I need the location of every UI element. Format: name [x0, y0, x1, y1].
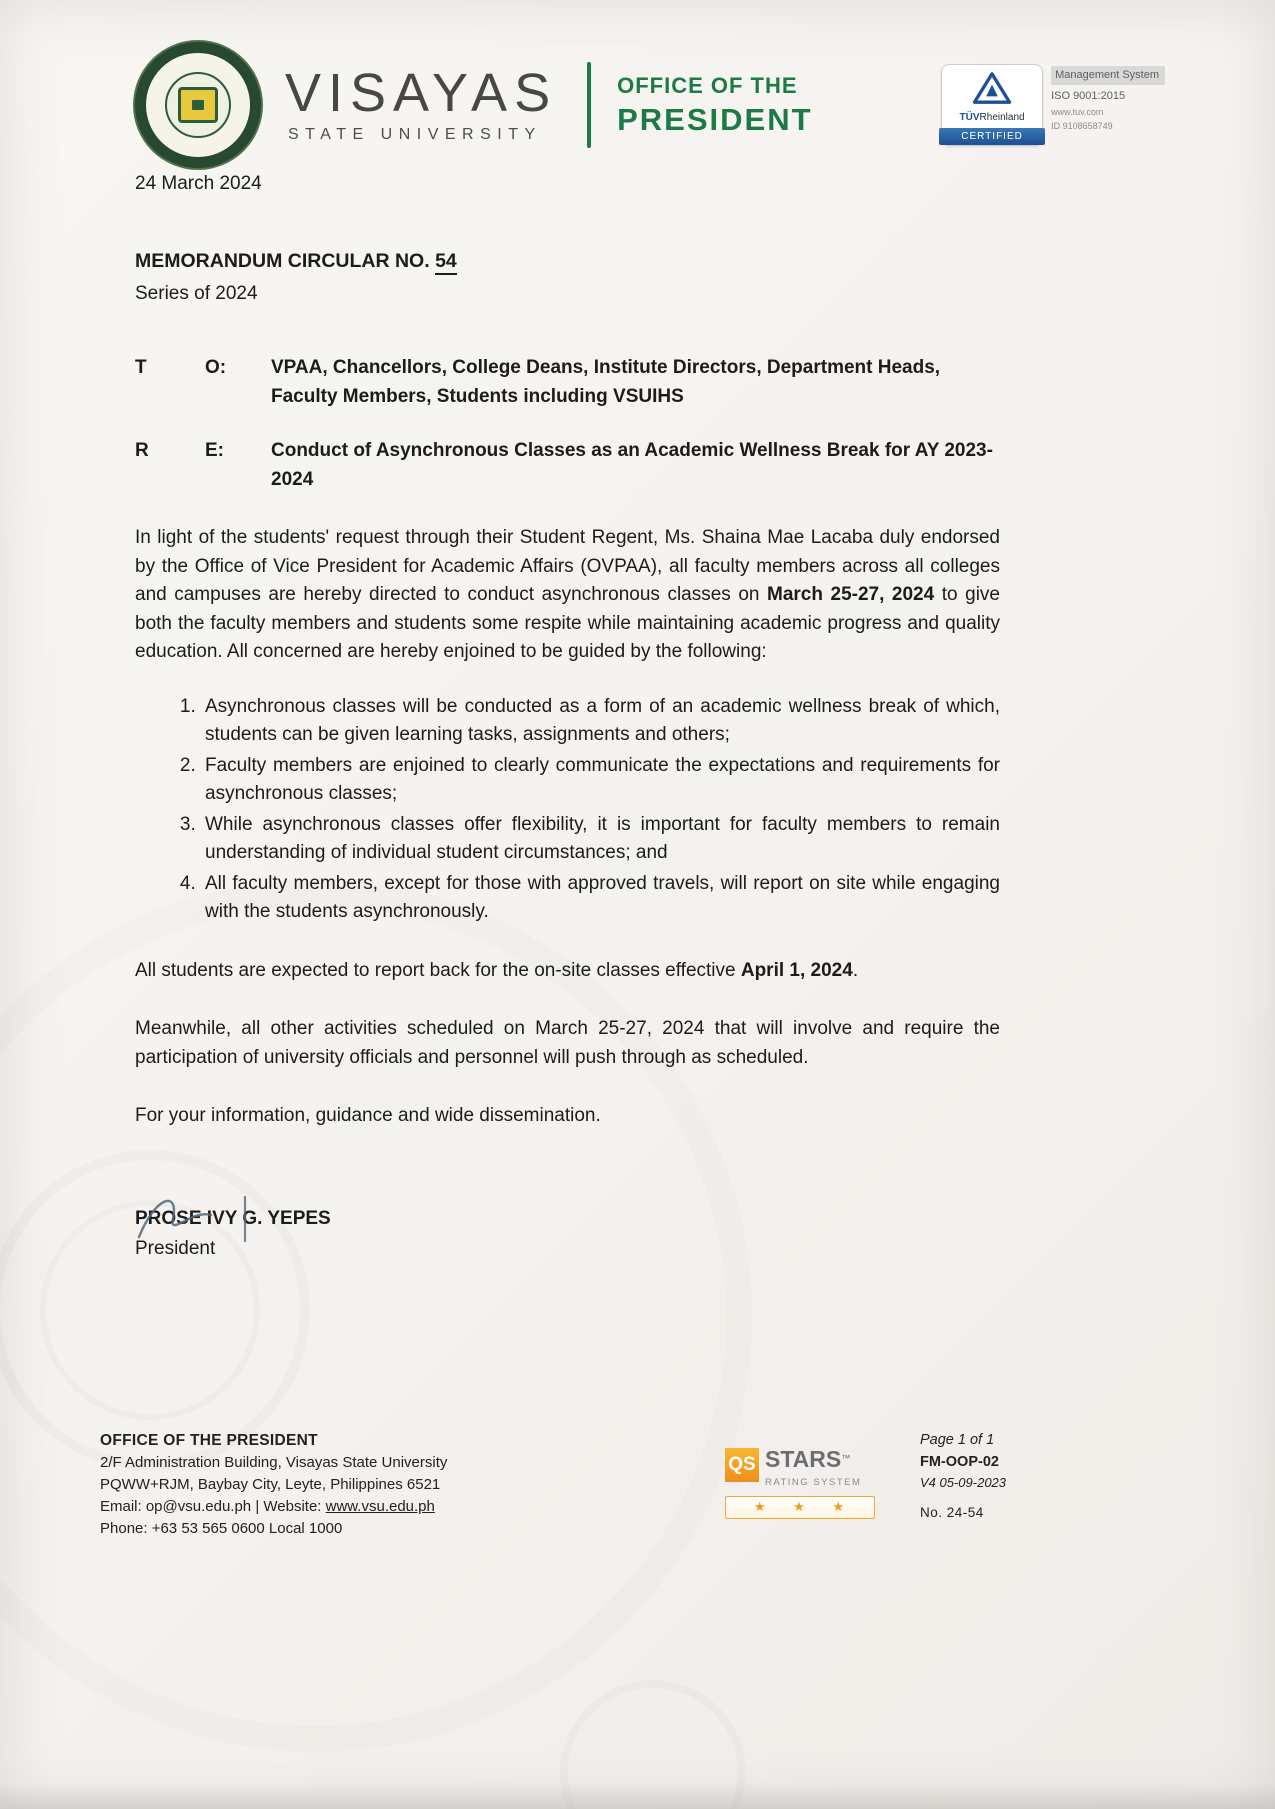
- tuv-meta: [1051, 64, 1165, 132]
- tuv-brand: TÜVRheinland: [959, 112, 1025, 123]
- office-title: [617, 73, 812, 138]
- to-value: VPAA, Chancellors, College Deans, Institute Directors, Department Heads, Faculty Members, Students including VSUIHS: [271, 357, 941, 407]
- list-item: 1. Asynchronous classes will be conducted as a form of an academic wellness break of which, students can be given learning tasks, assignments and others;: [201, 693, 1000, 750]
- list-item: 4. All faculty members, except for those with approved travels, will report on site while engaging with the students asynchronously.: [201, 870, 1000, 927]
- paragraph-1-text: In light of the students' request through their Student Regent, Ms. Shaina Mae Lacaba duly endorsed by the Office of Vice President for Academic Affairs (OVPAA), all faculty members across all colleges and campuses are hereby directed to conduct asynchronous classes on: [135, 527, 1000, 606]
- tuv-triangle-icon: [972, 71, 1012, 105]
- re-label-r: R: [135, 440, 149, 462]
- website-link[interactable]: www.vsu.edu.ph: [325, 1497, 435, 1515]
- email-address: op@vsu.edu.ph: [145, 1497, 252, 1515]
- memo-number: 54: [435, 250, 457, 275]
- university-name: VISAYAS: [285, 63, 558, 123]
- memo-re-row: [135, 437, 1000, 494]
- tuv-card: [941, 64, 1043, 146]
- footer-phone: Phone: +63 53 565 0600 Local 1000: [100, 1519, 343, 1537]
- paragraph-2-period: .: [852, 959, 859, 981]
- re-label-e: E:: [205, 440, 224, 462]
- paragraph-3: Meanwhile, all other activities scheduled on March 25-27, 2024 that will involve and require the participation of university officials and personnel will push through as scheduled.: [135, 1018, 1000, 1068]
- paragraph-1-bold-date: March 25-27, 2024: [767, 584, 935, 606]
- university-seal-emblem: [178, 87, 218, 123]
- qs-stars-badge: [725, 1448, 875, 1519]
- footer-address-line2: PQWW+RJM, Baybay City, Leyte, Philippines 6521: [100, 1476, 441, 1494]
- paragraph-1: [135, 524, 1000, 667]
- memo-series: Series of 2024: [135, 282, 258, 304]
- tuv-certification-badge: [941, 64, 1165, 146]
- signatory-name: PROSE IVY G. YEPES: [135, 1207, 331, 1229]
- list-item: 2. Faculty members are enjoined to clearly communicate the expectations and requirements for asynchronous classes;: [201, 752, 1000, 809]
- memo-title-text: MEMORANDUM CIRCULAR NO.: [135, 249, 436, 272]
- document-number: No. 24-54: [920, 1504, 984, 1520]
- qs-stars-row-icon: ★ ★ ★: [725, 1496, 875, 1520]
- tuv-cert-id: ID 9108658749: [1051, 120, 1113, 131]
- footer-office-title: OFFICE OF THE PRESIDENT: [100, 1432, 318, 1449]
- header-divider: [587, 62, 591, 148]
- qs-trademark: ™: [841, 1453, 851, 1463]
- memo-title: [135, 247, 1000, 276]
- watermark-small-circle: [560, 1680, 746, 1809]
- signature-block: [135, 1205, 1000, 1275]
- guidelines-list: [135, 693, 1000, 927]
- memo-body: [135, 170, 1000, 1275]
- qs-stars-text: [765, 1448, 861, 1490]
- memo-to-row: [135, 354, 1000, 411]
- university-seal-inner: [165, 72, 231, 138]
- qs-logo-icon: QS: [725, 1448, 759, 1482]
- paragraph-2: [135, 957, 1000, 986]
- footer-document-control: [920, 1430, 1120, 1522]
- qs-stars-word: STARS: [765, 1446, 842, 1472]
- page-number: Page 1 of 1: [920, 1432, 995, 1448]
- footer-address-line1: 2/F Administration Building, Visayas State University: [100, 1454, 448, 1472]
- footer-email-website-line: [100, 1496, 580, 1518]
- tuv-certified-ribbon: CERTIFIED: [939, 128, 1045, 145]
- footer-contact-block: [100, 1430, 580, 1539]
- form-code: FM-OOP-02: [920, 1454, 999, 1471]
- memo-date: 24 March 2024: [135, 173, 262, 194]
- letterhead: [135, 42, 1165, 168]
- form-version: V4 05-09-2023: [920, 1475, 1007, 1491]
- signatory-title: President: [135, 1238, 216, 1260]
- tuv-system-line2: ISO 9001:2015: [1051, 89, 1126, 102]
- paragraph-2-bold-date: April 1, 2024: [740, 959, 853, 981]
- university-seal: [135, 42, 261, 168]
- tuv-system-line1: Management System: [1051, 66, 1165, 85]
- email-label: Email:: [100, 1497, 146, 1515]
- to-label-t: T: [135, 357, 147, 379]
- university-wordmark: [285, 63, 558, 144]
- university-subtitle: STATE UNIVERSITY: [288, 126, 542, 143]
- to-label-o: O:: [205, 357, 227, 379]
- paragraph-2-text: All students are expected to report back for the on-site classes effective: [135, 959, 741, 981]
- office-line2: PRESIDENT: [617, 101, 813, 137]
- website-label: | Website:: [251, 1497, 326, 1515]
- paragraph-4: For your information, guidance and wide dissemination.: [135, 1105, 601, 1127]
- office-line1: OFFICE OF THE: [617, 72, 798, 98]
- tuv-website: www.tuv.com: [1051, 106, 1104, 117]
- qs-rating-system-label: RATING SYSTEM: [765, 1476, 862, 1488]
- re-value: Conduct of Asynchronous Classes as an Academic Wellness Break for AY 2023-2024: [271, 440, 993, 490]
- list-item: 3. While asynchronous classes offer flexibility, it is important for faculty members to remain understanding of individual student circumstances; and: [201, 811, 1000, 868]
- paragraph-1-text-cont: to give both the faculty members and students some respite while maintaining academic progress and quality education. All concerned are hereby enjoined to be guided by the following:: [135, 584, 1000, 663]
- qs-stars-logo-row: [725, 1448, 875, 1490]
